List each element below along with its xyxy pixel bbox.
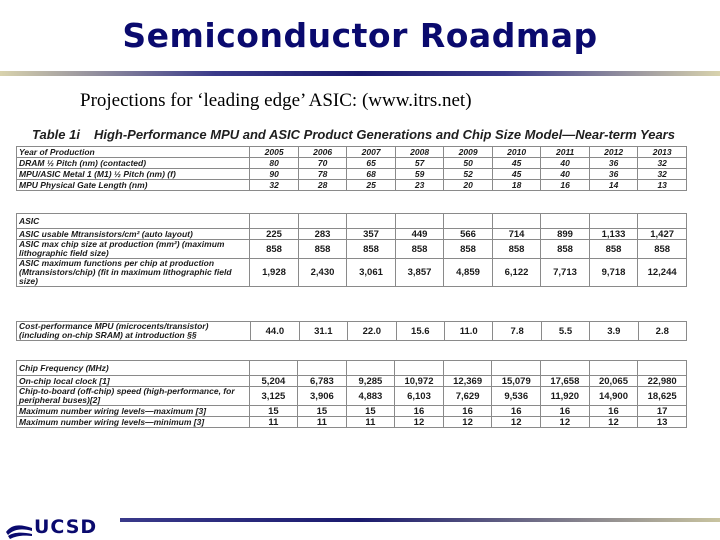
- roadmap-table-cost: [16, 321, 687, 341]
- table-cell: 449: [395, 229, 444, 240]
- table-cell: 2.8: [638, 322, 686, 341]
- table-cell: 14: [589, 180, 638, 191]
- table-row: [17, 417, 687, 428]
- table-cell: 2009: [444, 147, 493, 158]
- table-cell: 16: [589, 406, 638, 417]
- table-cell: 566: [444, 229, 493, 240]
- row-label: ASIC max chip size at production (mm²) (maximum lithographic field size): [17, 240, 250, 259]
- empty-cell: [589, 361, 638, 376]
- slide-subtitle: Projections for ‘leading edge’ ASIC: (www.itrs.net): [80, 90, 472, 111]
- table-caption: [32, 127, 689, 142]
- table-cell: 10,972: [395, 376, 444, 387]
- table-number: Table 1i: [32, 127, 80, 142]
- table-cell: 15: [346, 406, 395, 417]
- table-cell: 858: [395, 240, 444, 259]
- table-cell: 12: [492, 417, 541, 428]
- footer-divider: [120, 518, 720, 522]
- table-cell: 45: [492, 158, 541, 169]
- table-cell: 899: [541, 229, 590, 240]
- table-row: [17, 169, 687, 180]
- empty-cell: [541, 361, 590, 376]
- table-cell: 3.9: [590, 322, 638, 341]
- table-cell: 20,065: [589, 376, 638, 387]
- table-cell: 2005: [250, 147, 299, 158]
- table-cell: 5.5: [541, 322, 589, 341]
- table-cell: 11: [298, 417, 347, 428]
- row-label: On-chip local clock [1]: [17, 376, 250, 387]
- table-cell: 12: [589, 417, 638, 428]
- row-label: Maximum number wiring levels—maximum [3]: [17, 406, 250, 417]
- empty-cell: [589, 214, 638, 229]
- table-cell: 23: [395, 180, 444, 191]
- table-cell: 20: [444, 180, 493, 191]
- table-cell: 52: [444, 169, 493, 180]
- row-label: MPU Physical Gate Length (nm): [17, 180, 250, 191]
- empty-cell: [395, 361, 444, 376]
- table-cell: 2013: [638, 147, 687, 158]
- table-cell: 31.1: [299, 322, 347, 341]
- table-cell: 40: [541, 169, 590, 180]
- table-cell: 12: [395, 417, 444, 428]
- table-cell: 12,369: [443, 376, 492, 387]
- table-cell: 9,718: [589, 259, 638, 287]
- row-label: Chip-to-board (off-chip) speed (high-performance, for peripheral buses)[2]: [17, 387, 250, 406]
- row-label: Maximum number wiring levels—minimum [3]: [17, 417, 250, 428]
- table-cell: 9,285: [346, 376, 395, 387]
- ucsd-trident-icon: [4, 518, 34, 540]
- table-row: [17, 259, 687, 287]
- slide-title: Semiconductor Roadmap: [122, 16, 598, 55]
- table-cell: 13: [638, 417, 687, 428]
- table-cell: 45: [492, 169, 541, 180]
- table-cell: 17,658: [541, 376, 590, 387]
- table-cell: 57: [395, 158, 444, 169]
- table-cell: 7,713: [541, 259, 590, 287]
- table-cell: 36: [589, 169, 638, 180]
- table-cell: 32: [638, 169, 687, 180]
- table-cell: 2006: [298, 147, 347, 158]
- table-cell: 90: [250, 169, 299, 180]
- table-cell: 858: [589, 240, 638, 259]
- row-label: MPU/ASIC Metal 1 (M1) ½ Pitch (nm) (f): [17, 169, 250, 180]
- table-row: [17, 406, 687, 417]
- table-cell: 14,900: [589, 387, 638, 406]
- table-row: [17, 322, 687, 341]
- section-heading: Chip Frequency (MHz): [17, 361, 250, 376]
- table-cell: 18: [492, 180, 541, 191]
- table-cell: 12: [443, 417, 492, 428]
- table-cell: 32: [638, 158, 687, 169]
- table-row: [17, 180, 687, 191]
- empty-cell: [298, 214, 347, 229]
- row-label: Year of Production: [17, 147, 250, 158]
- empty-cell: [638, 361, 687, 376]
- table-cell: 9,536: [492, 387, 541, 406]
- table-caption-text: High-Performance MPU and ASIC Product Generations and Chip Size Model—Near-term Years: [93, 127, 675, 142]
- table-cell: 6,783: [298, 376, 347, 387]
- table-cell: 50: [444, 158, 493, 169]
- table-cell: 3,857: [395, 259, 444, 287]
- row-label: ASIC usable Mtransistors/cm² (auto layout): [17, 229, 250, 240]
- row-label: ASIC maximum functions per chip at production (Mtransistors/chip) (fit in maximum lithographic field size): [17, 259, 250, 287]
- table-cell: 3,125: [249, 387, 298, 406]
- table-cell: 16: [492, 406, 541, 417]
- table-row: [17, 387, 687, 406]
- table-cell: 858: [638, 240, 687, 259]
- table-cell: 78: [298, 169, 347, 180]
- table-cell: 16: [395, 406, 444, 417]
- table-cell: 7.8: [493, 322, 541, 341]
- empty-cell: [492, 361, 541, 376]
- table-cell: 1,928: [250, 259, 299, 287]
- table-cell: 3,906: [298, 387, 347, 406]
- table-row: [17, 376, 687, 387]
- table-cell: 858: [298, 240, 347, 259]
- table-cell: 2010: [492, 147, 541, 158]
- table-cell: 6,103: [395, 387, 444, 406]
- empty-cell: [638, 214, 687, 229]
- table-cell: 7,629: [443, 387, 492, 406]
- table-cell: 16: [443, 406, 492, 417]
- empty-cell: [541, 214, 590, 229]
- table-cell: 3,061: [347, 259, 396, 287]
- table-cell: 22,980: [638, 376, 687, 387]
- table-cell: 5,204: [249, 376, 298, 387]
- table-cell: 59: [395, 169, 444, 180]
- table-cell: 858: [492, 240, 541, 259]
- table-cell: 6,122: [492, 259, 541, 287]
- table-cell: 2,430: [298, 259, 347, 287]
- table-row: [17, 158, 687, 169]
- table-cell: 36: [589, 158, 638, 169]
- table-cell: 12: [541, 417, 590, 428]
- table-cell: 4,859: [444, 259, 493, 287]
- section-heading: ASIC: [17, 214, 250, 229]
- table-cell: 65: [347, 158, 396, 169]
- roadmap-table-technology: [16, 146, 687, 191]
- table-cell: 11,920: [541, 387, 590, 406]
- table-cell: 80: [250, 158, 299, 169]
- row-label: DRAM ½ Pitch (nm) (contacted): [17, 158, 250, 169]
- table-cell: 18,625: [638, 387, 687, 406]
- table-cell: 858: [541, 240, 590, 259]
- table-cell: 11: [346, 417, 395, 428]
- empty-cell: [298, 361, 347, 376]
- table-cell: 1,427: [638, 229, 687, 240]
- table-cell: 2011: [541, 147, 590, 158]
- section-heading-row: [17, 214, 687, 229]
- ucsd-logo-text: UCSD: [34, 516, 98, 538]
- table-cell: 11: [249, 417, 298, 428]
- table-row: [17, 147, 687, 158]
- table-cell: 15,079: [492, 376, 541, 387]
- table-cell: 2008: [395, 147, 444, 158]
- table-cell: 16: [541, 406, 590, 417]
- empty-cell: [250, 214, 299, 229]
- table-cell: 4,883: [346, 387, 395, 406]
- table-cell: 357: [347, 229, 396, 240]
- empty-cell: [443, 361, 492, 376]
- table-cell: 2007: [347, 147, 396, 158]
- table-cell: 16: [541, 180, 590, 191]
- table-cell: 11.0: [445, 322, 493, 341]
- table-cell: 714: [492, 229, 541, 240]
- row-label: Cost-performance MPU (microcents/transistor) (including on-chip SRAM) at introduction §§: [17, 322, 251, 341]
- table-cell: 17: [638, 406, 687, 417]
- empty-cell: [444, 214, 493, 229]
- table-cell: 70: [298, 158, 347, 169]
- empty-cell: [395, 214, 444, 229]
- table-cell: 25: [347, 180, 396, 191]
- table-cell: 13: [638, 180, 687, 191]
- table-cell: 225: [250, 229, 299, 240]
- table-cell: 15.6: [396, 322, 444, 341]
- section-heading-row: [17, 361, 687, 376]
- table-cell: 68: [347, 169, 396, 180]
- ucsd-logo: [4, 516, 124, 540]
- table-row: [17, 229, 687, 240]
- table-cell: 1,133: [589, 229, 638, 240]
- table-cell: 858: [347, 240, 396, 259]
- empty-cell: [249, 361, 298, 376]
- title-divider: [0, 71, 720, 76]
- table-cell: 40: [541, 158, 590, 169]
- empty-cell: [492, 214, 541, 229]
- table-cell: 22.0: [348, 322, 396, 341]
- table-cell: 2012: [589, 147, 638, 158]
- roadmap-table-frequency: [16, 360, 687, 428]
- table-row: [17, 240, 687, 259]
- table-cell: 858: [444, 240, 493, 259]
- table-cell: 15: [298, 406, 347, 417]
- empty-cell: [347, 214, 396, 229]
- roadmap-table-asic: [16, 213, 687, 287]
- table-cell: 15: [249, 406, 298, 417]
- table-cell: 32: [250, 180, 299, 191]
- empty-cell: [346, 361, 395, 376]
- table-cell: 858: [250, 240, 299, 259]
- table-cell: 44.0: [251, 322, 299, 341]
- table-cell: 283: [298, 229, 347, 240]
- table-cell: 12,244: [638, 259, 687, 287]
- table-cell: 28: [298, 180, 347, 191]
